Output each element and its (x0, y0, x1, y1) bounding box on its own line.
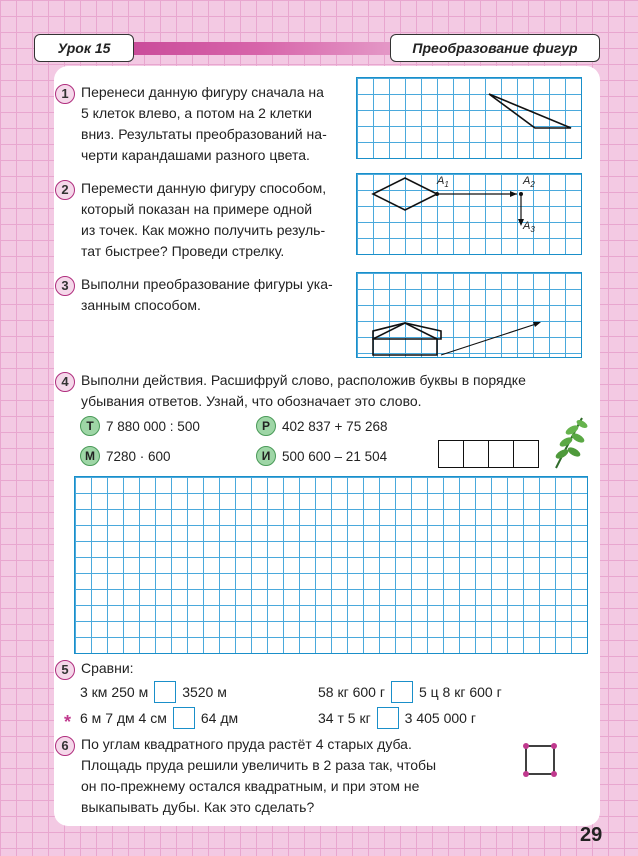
work-grid[interactable] (74, 476, 588, 654)
task-2-grid[interactable] (356, 173, 582, 255)
label-a2-letter: A (523, 175, 531, 187)
label-a2-sub: 2 (530, 180, 535, 190)
task-3-text (81, 274, 333, 316)
answer-box[interactable] (514, 440, 539, 468)
letter-badge-r: Р (256, 416, 276, 436)
answer-box[interactable] (489, 440, 514, 468)
point-a1 (435, 192, 439, 196)
compare-box[interactable] (173, 707, 195, 729)
compare-row-2b (318, 707, 476, 729)
ex4-item-i (256, 446, 387, 466)
compare-left: 34 т 5 кг (318, 710, 371, 726)
task-2-figure (357, 174, 581, 254)
triangle-shape (489, 94, 571, 128)
answer-box[interactable] (464, 440, 489, 468)
point-a2 (519, 192, 523, 196)
task-3-line: Выполни преобразование фигуры ука- (81, 276, 333, 292)
task-1-line: 5 клеток влево, а потом на 2 клетки (81, 105, 312, 121)
task-1-line: вниз. Результаты преобразований на- (81, 126, 327, 142)
ex4-expr-i: 500 600 – 21 504 (282, 448, 388, 464)
task-3-figure (357, 273, 581, 357)
label-a1 (437, 175, 449, 189)
compare-right: 64 дм (200, 710, 239, 726)
star-mark: * (64, 712, 72, 732)
compare-row-1b (318, 681, 502, 703)
task-6-line: По углам квадратного пруда растёт 4 старых дуба. (81, 736, 412, 752)
letter-badge-m: М (80, 446, 100, 466)
answer-box[interactable] (438, 440, 464, 468)
ex4-expr-m: 7280 · 600 (106, 448, 171, 464)
task-2-line: Перемести данную фигуру способом, (81, 180, 327, 196)
task-1-figure (357, 78, 581, 158)
label-a3-letter: A (523, 220, 531, 232)
arrowhead-icon (533, 322, 541, 327)
compare-right: 3520 м (182, 684, 227, 700)
compare-left: 6 м 7 дм 4 см (80, 710, 167, 726)
compare-left: 3 км 250 м (80, 684, 149, 700)
task-3-grid[interactable] (356, 272, 582, 358)
compare-box[interactable] (377, 707, 399, 729)
task-number-1: 1 (55, 84, 75, 104)
task-6-line: выкапывать дубы. Как это сделать? (81, 799, 315, 815)
task-1-grid[interactable] (356, 77, 582, 159)
label-a2 (523, 175, 535, 189)
compare-right: 3 405 000 г (404, 710, 476, 726)
task-1-line: черти карандашами разного цвета. (81, 147, 310, 163)
label-a3-sub: 3 (530, 225, 535, 235)
compare-box[interactable] (154, 681, 176, 703)
task-2-line: тат быстрее? Проведи стрелку. (81, 243, 285, 259)
task-6-text (81, 734, 436, 818)
task-number-3: 3 (55, 276, 75, 296)
task-1-line: Перенеси данную фигуру сначала на (81, 84, 324, 100)
ex4-expr-t: 7 880 000 : 500 (106, 418, 200, 434)
compare-left: 58 кг 600 г (318, 684, 385, 700)
lesson-label: Урок 15 (34, 34, 134, 62)
leaf-branch-icon (548, 414, 588, 470)
task-number-5: 5 (55, 660, 75, 680)
topic-label: Преобразование фигур (390, 34, 600, 62)
task-6-line: Площадь пруда решили увеличить в 2 раза так, чтобы (81, 757, 437, 773)
label-a1-sub: 1 (444, 180, 449, 190)
label-a3 (523, 220, 535, 234)
ex4-item-m (80, 446, 171, 466)
task-number-2: 2 (55, 180, 75, 200)
task-3-line: занным способом. (81, 297, 201, 313)
compare-right: 5 ц 8 кг 600 г (418, 684, 502, 700)
rhombus-shape (373, 178, 437, 210)
task-4-text (81, 370, 526, 412)
task-4-line: убывания ответов. Узнай, что обозначает это слово. (81, 393, 422, 409)
ex4-expr-r: 402 837 + 75 268 (282, 418, 388, 434)
answer-boxes (438, 440, 539, 468)
task-2-line: который показан на примере одной (81, 201, 313, 217)
task-2-line: из точек. Как можно получить резуль- (81, 222, 326, 238)
task-1-text (81, 82, 327, 166)
task-4-line: Выполни действия. Расшифруй слово, расположив буквы в порядке (81, 372, 526, 388)
task-5-text: Сравни: (81, 660, 134, 676)
compare-row-2a (80, 707, 238, 729)
arrowhead-right-icon (510, 191, 517, 197)
compare-box[interactable] (391, 681, 413, 703)
task-number-4: 4 (55, 372, 75, 392)
pond-square-figure (520, 740, 560, 780)
label-a1-letter: A (437, 175, 445, 187)
task-6-line: он по-прежнему остался квадратным, и при этом не (81, 778, 420, 794)
letter-badge-i: И (256, 446, 276, 466)
task-number-6: 6 (55, 736, 75, 756)
page-number: 29 (580, 824, 603, 846)
compare-row-1a (80, 681, 227, 703)
letter-badge-t: Т (80, 416, 100, 436)
ex4-item-t (80, 416, 200, 436)
ex4-item-r (256, 416, 387, 436)
task-2-text (81, 178, 326, 262)
transform-arrow (441, 323, 539, 355)
page-header (34, 34, 600, 62)
